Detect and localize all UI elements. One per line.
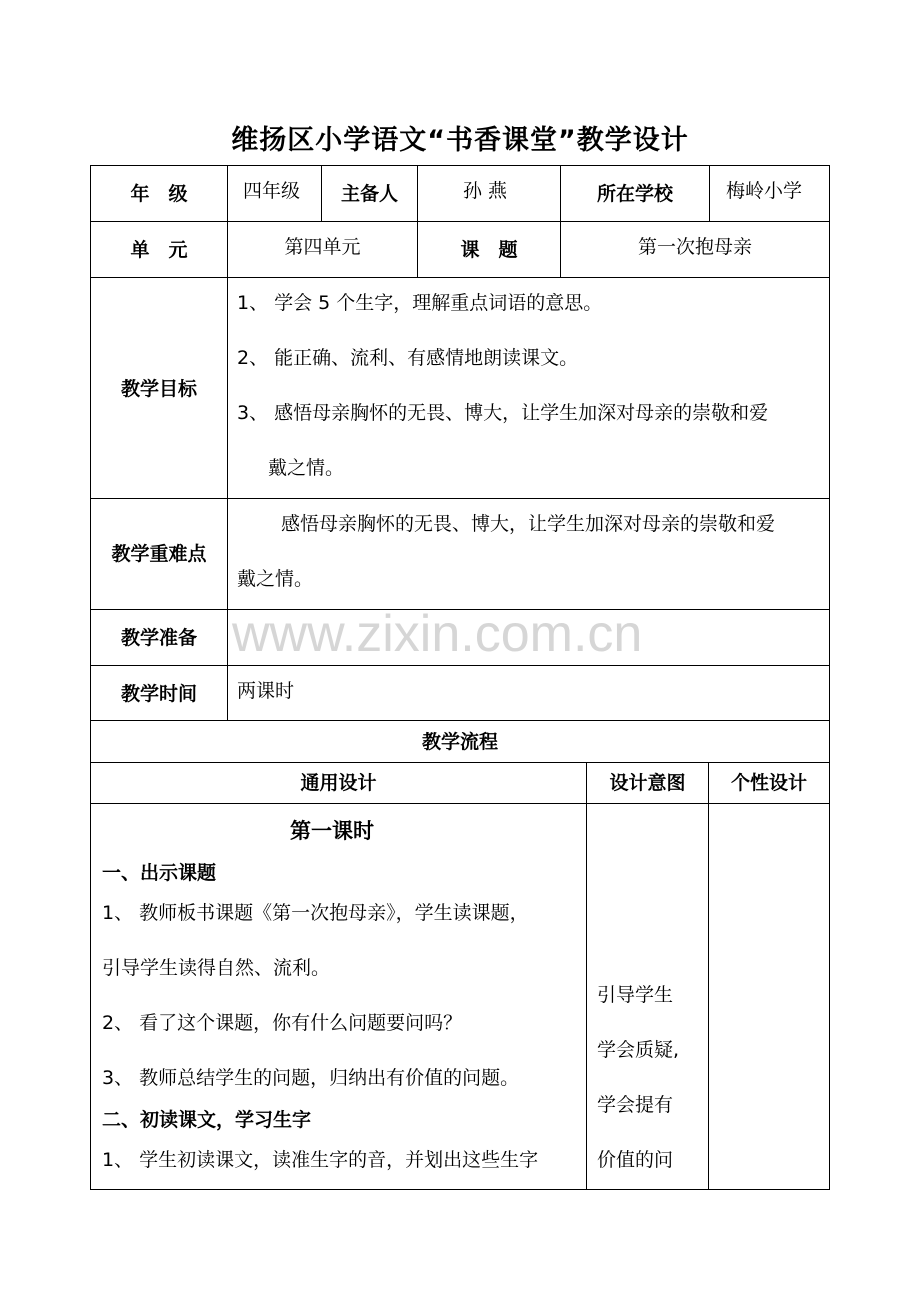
key-points-line: 戴之情。 [237,568,314,590]
topic-value: 第一次抱母亲 [637,236,752,258]
intent-line: 引导学生 [597,984,674,1006]
lesson-heading: 第一课时 [290,819,374,843]
time-label: 教学时间 [120,683,197,705]
lesson-line: 引导学生读得自然、流利。 [102,957,331,979]
goal-item: 2、 能正确、流利、有感情地朗读课文。 [237,347,579,369]
goal-item: 1、 学会 5 个生字，理解重点词语的意思。 [237,292,603,314]
school-label: 所在学校 [596,183,673,205]
section-heading: 一、出示课题 [102,862,217,884]
time-value: 两课时 [237,680,295,702]
lesson-line: 3、 教师总结学生的问题，归纳出有价值的问题。 [102,1067,520,1089]
goal-item: 3、 感悟母亲胸怀的无畏、博大，让学生加深对母亲的崇敬和爱 [237,402,769,424]
col-design-intent: 设计意图 [609,772,686,794]
watermark-text: www.zixin.com.cn [232,605,643,663]
grade-value: 四年级 [243,180,301,202]
grade-label: 年 级 [130,183,188,205]
topic-label: 课 题 [460,239,518,261]
col-personal-design: 个性设计 [730,772,807,794]
goal-item: 戴之情。 [268,457,345,479]
lesson-line: 2、 看了这个课题，你有什么问题要问吗？ [102,1012,463,1034]
preparation-label: 教学准备 [120,627,197,649]
school-value: 梅岭小学 [726,180,803,202]
unit-value: 第四单元 [284,236,361,258]
unit-label: 单 元 [130,239,188,261]
key-points-label: 教学重难点 [111,543,207,565]
col-general-design: 通用设计 [300,772,377,794]
document-title: 维扬区小学语文“书香课堂”教学设计 [231,125,689,156]
preparer-label: 主备人 [340,183,398,205]
flow-header: 教学流程 [421,731,498,753]
preparer-value: 孙 燕 [463,180,508,202]
intent-line: 价值的问 [597,1149,674,1171]
lesson-line: 1、 教师板书课题《第一次抱母亲》，学生读课题， [102,902,529,924]
section-heading: 二、初读课文，学习生字 [102,1109,312,1131]
intent-line: 学会提有 [597,1094,674,1116]
lesson-line: 1、 学生初读课文，读准生字的音，并划出这些生字 [102,1149,539,1171]
key-points-line: 感悟母亲胸怀的无畏、博大，让学生加深对母亲的崇敬和爱 [281,513,776,535]
intent-line: 学会质疑, [597,1039,680,1061]
goals-label: 教学目标 [120,378,197,400]
